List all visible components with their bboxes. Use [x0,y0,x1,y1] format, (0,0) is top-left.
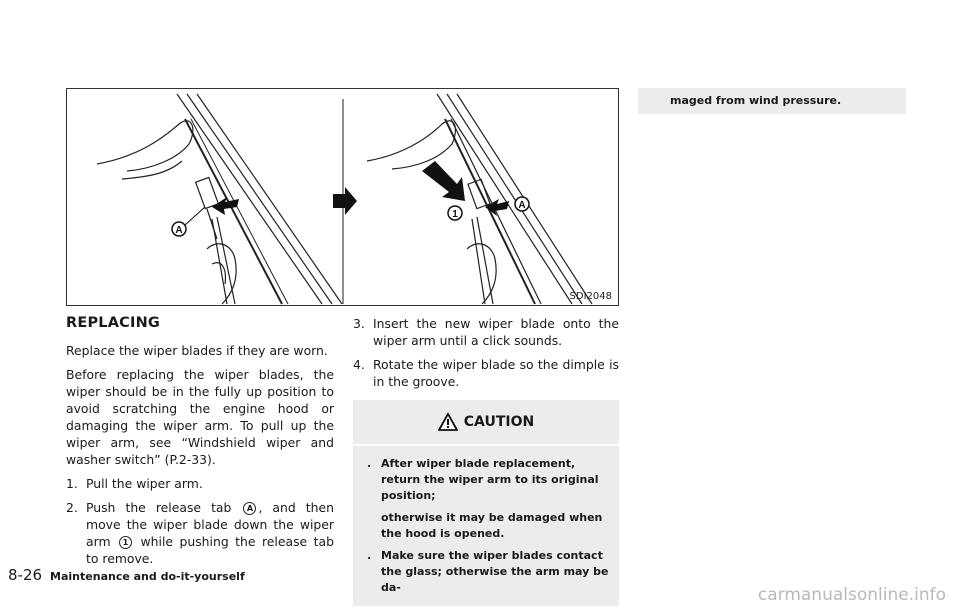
callout-1-icon [448,206,462,220]
bullet-text: After wiper blade replacement, return the wiper arm to its original position; [381,457,599,502]
step-text: Pull the wiper arm. [86,476,203,491]
step-text-part: , and then move the wiper blade down the wiper arm [86,500,334,549]
callout-a-left-icon [172,207,205,236]
step-text: Insert the new wiper blade onto the wiper arm until a click sounds. [373,316,619,348]
step-number: 4. [353,357,365,372]
step-text: Rotate the wiper blade so the dimple is in the groove. [373,357,619,389]
callout-1-marker: 1 [119,536,132,549]
bullet-marker: . [367,457,372,470]
callout-a-right-icon [515,197,529,211]
paragraph-worn: Replace the wiper blades if they are worn. [66,343,328,358]
slide-down-arrow-icon [422,161,465,201]
step-number: 1. [66,476,78,491]
step-text [86,499,334,567]
step-text-part: Push the release tab [86,500,232,515]
caution-bullet [367,548,611,596]
bullet-marker: . [367,549,372,562]
left-column [66,315,334,574]
warning-triangle-icon [438,413,458,431]
caution-box [353,400,619,606]
callout-a-marker: A [243,502,256,515]
watermark: carmanualsonline.info [757,585,946,605]
wiper-illustration [66,88,619,306]
svg-text:1: 1 [452,209,458,220]
step-2 [66,499,334,567]
step-4 [353,356,619,390]
svg-text:A: A [175,225,183,236]
svg-text:A: A [518,200,526,211]
step-3 [353,315,619,349]
wiper-diagram [67,89,620,307]
chapter-title: Maintenance and do-it-yourself [50,570,245,583]
caution-continued-box: maged from wind pressure. [638,88,906,114]
caution-title: CAUTION [463,413,535,430]
caution-bullet [367,456,611,504]
step-text-part: while pushing the release tab to remove. [86,534,334,566]
caution-continuation: otherwise it may be damaged when the hood is opened. [381,511,603,540]
middle-column [353,315,619,606]
step-number: 3. [353,316,365,331]
figure-code: SDI2048 [569,291,612,302]
paragraph-before: Before replacing the wiper blades, the wiper should be in the fully up position to avoid scratching the engine hood or damaging the wiper arm. To pull up the wiper arm, see “Windshield wiper and washer switch” (P.2-33). [66,367,334,467]
step-1 [66,475,334,492]
page-footer [8,566,245,584]
bullet-text: Make sure the wiper blades contact the glass; otherwise the arm may be da- [381,549,609,594]
page-number: 8-26 [8,566,43,584]
section-heading: REPLACING [66,315,161,331]
caution-header [353,400,619,446]
next-step-arrow-icon [333,187,357,215]
step-number: 2. [66,500,78,515]
caution-body [353,446,619,606]
